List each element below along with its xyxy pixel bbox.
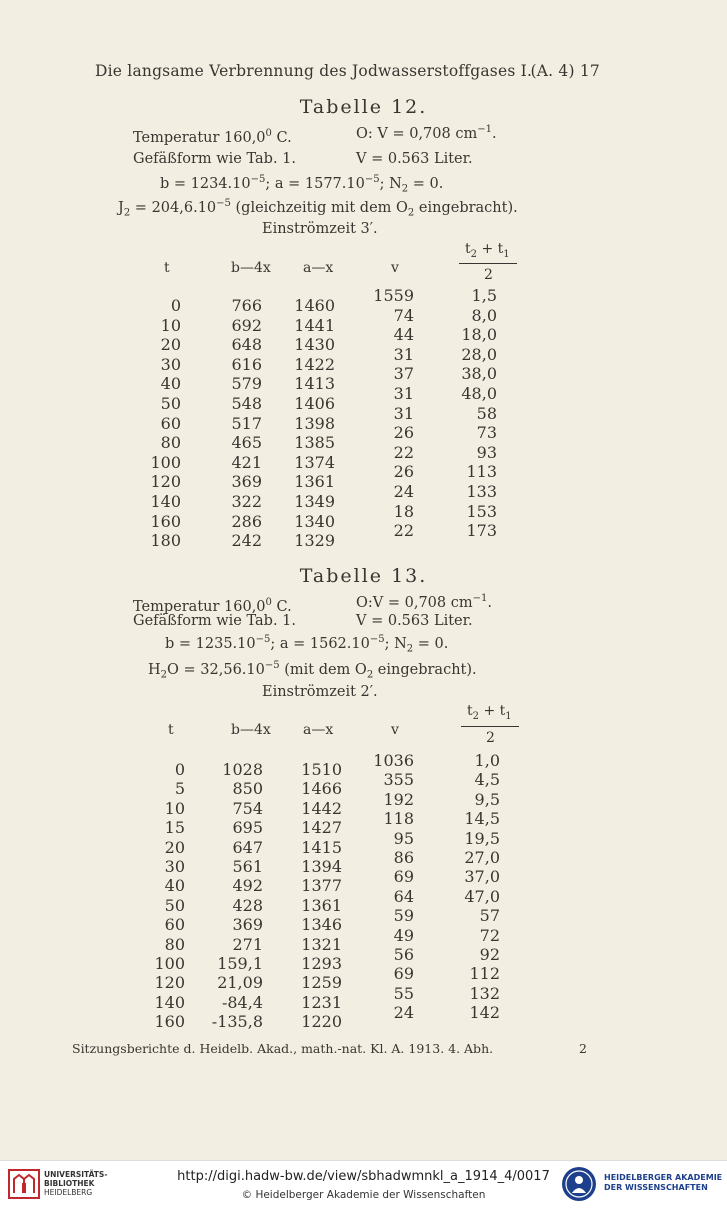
table12-cell-mean-time: 38,0 bbox=[461, 364, 497, 384]
table12-cell-v: 31 bbox=[393, 344, 414, 364]
table13-cell-v: 56 bbox=[393, 945, 414, 964]
table13-cell-mean-time: 47,0 bbox=[464, 886, 500, 906]
table13-cell-t: 160 bbox=[154, 1012, 185, 1032]
table13-initial-concentrations: $b = 1235.10^{-5}$; $a = 1562.10^{-5}$; $N_2 = 0$. bbox=[165, 634, 449, 655]
table12-cell-ax: 1329 bbox=[294, 531, 335, 551]
table12-cell-t: 120 bbox=[150, 472, 181, 492]
table13-cell-b4x: 271 bbox=[232, 934, 263, 954]
academy-seal-icon[interactable] bbox=[560, 1165, 598, 1203]
table12-cell-v: 1559 bbox=[373, 286, 414, 305]
table13-fraction-bar bbox=[461, 726, 519, 727]
table13-cell-mean-time: 4,5 bbox=[474, 770, 500, 790]
table13-cell-mean-time: 27,0 bbox=[464, 848, 500, 867]
table12-cell-ax: 1340 bbox=[294, 511, 335, 531]
table13-col-v: v bbox=[391, 722, 399, 738]
table12-volume: V = 0.563 Liter. bbox=[356, 151, 473, 167]
table12-cell-v: 22 bbox=[393, 442, 414, 462]
table13-cell-mean-time: 57 bbox=[479, 906, 500, 926]
table13-cell-mean-time: 37,0 bbox=[464, 867, 500, 887]
table13-cell-b4x: 754 bbox=[232, 798, 263, 818]
table12-cell-v: 44 bbox=[393, 325, 414, 345]
table13-cell-t: 100 bbox=[154, 954, 185, 973]
table13-cell-t: 40 bbox=[164, 876, 185, 896]
table13-cell-b4x: 492 bbox=[232, 876, 263, 896]
table12-cell-t: 10 bbox=[160, 315, 181, 335]
table13-inflow-time: Einströmzeit 2′. bbox=[262, 684, 378, 700]
table13-cell-ax: 1415 bbox=[301, 837, 342, 857]
table12-cell-b4x: 286 bbox=[231, 511, 262, 531]
table12-cell-v: 26 bbox=[393, 462, 414, 482]
table12-cell-mean-time: 48,0 bbox=[461, 384, 497, 403]
university-library-name: UNIVERSITÄTS- BIBLIOTHEK HEIDELBERG bbox=[44, 1170, 108, 1197]
table13-cell-mean-time: 132 bbox=[469, 983, 500, 1003]
table12-cell-mean-time: 18,0 bbox=[461, 325, 497, 345]
table12-cell-b4x: 421 bbox=[231, 452, 262, 472]
table13-cell-t: 60 bbox=[164, 915, 185, 935]
table12-cell-v: 31 bbox=[393, 403, 414, 423]
table12-cell-mean-time: 8,0 bbox=[471, 305, 497, 325]
table13-water-addition: $H_2O = 32,56.10^{-5}$ (mit dem $O_2$ eingebracht). bbox=[148, 660, 477, 681]
table13-cell-v: 95 bbox=[393, 828, 414, 848]
table13-volume: V = 0.563 Liter. bbox=[356, 613, 473, 629]
table12-cell-mean-time: 28,0 bbox=[461, 344, 497, 364]
table12-col-ax: a—x bbox=[303, 260, 334, 276]
table12-cell-t: 30 bbox=[160, 354, 181, 374]
footer-citation: Sitzungsberichte d. Heidelb. Akad., math.-nat. Kl. A. 1913. 4. Abh. bbox=[72, 1041, 494, 1056]
table13-cell-ax: 1377 bbox=[301, 876, 342, 896]
table12-cell-b4x: 465 bbox=[231, 433, 262, 453]
table12-cell-b4x: 766 bbox=[231, 296, 262, 315]
table13-cell-b4x: 647 bbox=[232, 837, 263, 857]
table12-cell-t: 100 bbox=[150, 452, 181, 472]
table13-cell-ax: 1259 bbox=[301, 973, 342, 993]
table12-cell-v: 74 bbox=[393, 305, 414, 325]
table13-cell-t: 30 bbox=[164, 857, 185, 876]
table12-cell-ax: 1361 bbox=[294, 472, 335, 492]
table12-cell-b4x: 322 bbox=[231, 492, 262, 511]
table13-cell-ax: 1510 bbox=[301, 760, 342, 779]
table12-cell-ax: 1413 bbox=[294, 374, 335, 394]
table13-cell-t: 140 bbox=[154, 992, 185, 1012]
table13-ov-ratio: O:V = 0,708 $cm^{-1}$. bbox=[356, 593, 492, 611]
table13-temperature: Temperatur 160,0$^0$ C. bbox=[133, 597, 292, 615]
table13-cell-v: 64 bbox=[393, 886, 414, 906]
table13-cell-mean-time: 9,5 bbox=[474, 789, 500, 809]
table12-cell-t: 0 bbox=[170, 296, 181, 315]
table12-cell-b4x: 548 bbox=[231, 394, 262, 413]
table13-cell-b4x: 561 bbox=[232, 857, 263, 876]
table13-cell-ax: 1346 bbox=[301, 915, 342, 935]
table13-cell-ax: 1442 bbox=[301, 798, 342, 818]
table13-cell-b4x: -84,4 bbox=[221, 992, 263, 1012]
table13-cell-v: 355 bbox=[383, 770, 414, 790]
table12-col-mean-time-numerator: $t_2 + t_1$ bbox=[465, 241, 510, 260]
table13-cell-mean-time: 1,0 bbox=[474, 751, 500, 770]
table12-cell-ax: 1460 bbox=[294, 296, 335, 315]
table12-cell-v: 26 bbox=[393, 423, 414, 443]
viewer-bottom-bar bbox=[0, 1160, 727, 1208]
table12-cell-v: 22 bbox=[393, 521, 414, 541]
table13-cell-mean-time: 142 bbox=[469, 1003, 500, 1023]
table13-cell-v: 55 bbox=[393, 983, 414, 1003]
table12-cell-t: 140 bbox=[150, 492, 181, 511]
table13-cell-ax: 1466 bbox=[301, 779, 342, 799]
table12-fraction-bar bbox=[459, 263, 517, 264]
table13-cell-ax: 1394 bbox=[301, 857, 342, 876]
table12-cell-b4x: 579 bbox=[231, 374, 262, 394]
table12-cell-t: 160 bbox=[150, 511, 181, 531]
table13-cell-b4x: 850 bbox=[232, 779, 263, 799]
table13-cell-ax: 1231 bbox=[301, 992, 342, 1012]
table12-cell-ax: 1385 bbox=[294, 433, 335, 453]
table12-title: Tabelle 12. bbox=[299, 96, 428, 118]
table13-cell-mean-time: 72 bbox=[479, 925, 500, 945]
table13-cell-b4x: 369 bbox=[232, 915, 263, 935]
table13-cell-ax: 1361 bbox=[301, 895, 342, 915]
table12-cell-ax: 1374 bbox=[294, 452, 335, 472]
table12-cell-v: 18 bbox=[393, 501, 414, 521]
table13-col-ax: a—x bbox=[303, 722, 334, 738]
table13-cell-mean-time: 19,5 bbox=[464, 828, 500, 848]
table12-cell-t: 60 bbox=[160, 413, 181, 433]
table12-cell-b4x: 517 bbox=[231, 413, 262, 433]
table12-cell-ax: 1349 bbox=[294, 492, 335, 511]
table12-temperature: Temperatur 160,0$^0$ C. bbox=[133, 128, 292, 146]
table13-cell-t: 5 bbox=[174, 779, 185, 799]
table13-title: Tabelle 13. bbox=[299, 565, 428, 587]
table13-cell-ax: 1220 bbox=[301, 1012, 342, 1032]
table12-cell-b4x: 616 bbox=[231, 354, 262, 374]
table12-initial-concentrations: $b = 1234.10^{-5}$; $a = 1577.10^{-5}$; $N_2 = 0$. bbox=[160, 174, 444, 195]
table12-cell-mean-time: 73 bbox=[476, 423, 497, 443]
table12-cell-mean-time: 153 bbox=[466, 501, 497, 521]
table13-cell-mean-time: 92 bbox=[479, 945, 500, 964]
table12-cell-t: 50 bbox=[160, 394, 181, 413]
table13-cell-v: 192 bbox=[383, 789, 414, 809]
table13-cell-v: 69 bbox=[393, 964, 414, 984]
academy-name: HEIDELBERGER AKADEMIE DER WISSENSCHAFTEN bbox=[604, 1173, 723, 1192]
page-reference: (A. 4) 17 bbox=[530, 62, 600, 80]
table13-cell-b4x: 1028 bbox=[222, 760, 263, 779]
table13-cell-t: 0 bbox=[174, 760, 185, 779]
table13-vessel-form: Gefäßform wie Tab. 1. bbox=[133, 613, 297, 629]
table13-cell-t: 50 bbox=[164, 895, 185, 915]
table13-cell-v: 1036 bbox=[373, 751, 414, 770]
table12-cell-t: 20 bbox=[160, 335, 181, 355]
table12-cell-mean-time: 113 bbox=[466, 462, 497, 482]
document-url-link[interactable]: http://digi.hadw-bw.de/view/sbhadwmnkl_a_1914_4/0017 bbox=[177, 1169, 550, 1184]
table13-cell-v: 86 bbox=[393, 848, 414, 867]
table12-col-mean-time-denominator: 2 bbox=[484, 267, 493, 283]
table12-cell-mean-time: 133 bbox=[466, 482, 497, 501]
copyright-notice: © Heidelberger Akademie der Wissenschaften bbox=[241, 1189, 486, 1201]
table12-cell-mean-time: 173 bbox=[466, 521, 497, 541]
page-footer bbox=[72, 1041, 587, 1056]
table12-cell-b4x: 369 bbox=[231, 472, 262, 492]
table12-cell-mean-time: 58 bbox=[476, 403, 497, 423]
table12-ov-ratio: O: V = 0,708 $cm^{-1}$. bbox=[356, 124, 497, 142]
table13-cell-ax: 1427 bbox=[301, 818, 342, 838]
table13-col-t: t bbox=[168, 722, 174, 738]
table13-cell-v: 24 bbox=[393, 1003, 414, 1023]
table12-cell-b4x: 242 bbox=[231, 531, 262, 551]
table13-cell-b4x: 159,1 bbox=[217, 954, 263, 973]
table12-cell-b4x: 648 bbox=[231, 335, 262, 355]
table13-cell-v: 59 bbox=[393, 906, 414, 926]
table13-col-mean-time-denominator: 2 bbox=[486, 730, 495, 746]
table13-cell-b4x: 695 bbox=[232, 818, 263, 838]
table12-cell-ax: 1406 bbox=[294, 394, 335, 413]
table13-cell-v: 49 bbox=[393, 925, 414, 945]
table12-cell-v: 24 bbox=[393, 482, 414, 501]
table13-cell-mean-time: 112 bbox=[469, 964, 500, 984]
table13-cell-b4x: 428 bbox=[232, 895, 263, 915]
table12-cell-ax: 1430 bbox=[294, 335, 335, 355]
table12-cell-t: 80 bbox=[160, 433, 181, 453]
table13-cell-b4x: 21,09 bbox=[217, 973, 263, 993]
table12-cell-ax: 1422 bbox=[294, 354, 335, 374]
table12-cell-ax: 1441 bbox=[294, 315, 335, 335]
table12-cell-mean-time: 93 bbox=[476, 442, 497, 462]
table13-cell-b4x: -135,8 bbox=[211, 1012, 263, 1032]
running-header bbox=[95, 62, 600, 80]
table13-col-mean-time-numerator: $t_2 + t_1$ bbox=[467, 703, 512, 722]
running-title: Die langsame Verbrennung des Jodwasserstoffgases I. bbox=[95, 62, 533, 80]
table12-vessel-form: Gefäßform wie Tab. 1. bbox=[133, 151, 297, 167]
table13-cell-v: 69 bbox=[393, 867, 414, 887]
table13-cell-t: 10 bbox=[164, 798, 185, 818]
table13-cell-t: 120 bbox=[154, 973, 185, 993]
table12-inflow-time: Einströmzeit 3′. bbox=[262, 221, 378, 237]
table13-cell-v: 118 bbox=[383, 809, 414, 829]
table13-cell-mean-time: 14,5 bbox=[464, 809, 500, 829]
table12-cell-mean-time: 1,5 bbox=[471, 286, 497, 305]
table12-cell-b4x: 692 bbox=[231, 315, 262, 335]
table12-cell-v: 37 bbox=[393, 364, 414, 384]
table12-col-v: v bbox=[391, 260, 399, 276]
table13-cell-ax: 1293 bbox=[301, 954, 342, 973]
table12-iodine-addition: $J_2 = 204,6.10^{-5}$ (gleichzeitig mit dem $O_2$ eingebracht). bbox=[118, 198, 518, 219]
table12-cell-ax: 1398 bbox=[294, 413, 335, 433]
table12-col-t: t bbox=[164, 260, 170, 276]
table12-col-b4x: b—4x bbox=[231, 260, 271, 276]
table13-cell-t: 15 bbox=[164, 818, 185, 838]
table12-cell-t: 180 bbox=[150, 531, 181, 551]
table13-cell-t: 20 bbox=[164, 837, 185, 857]
table12-cell-t: 40 bbox=[160, 374, 181, 394]
table13-col-b4x: b—4x bbox=[231, 722, 271, 738]
table12-cell-v: 31 bbox=[393, 384, 414, 403]
table13-cell-t: 80 bbox=[164, 934, 185, 954]
footer-page-number: 2 bbox=[579, 1041, 587, 1056]
table13-cell-ax: 1321 bbox=[301, 934, 342, 954]
